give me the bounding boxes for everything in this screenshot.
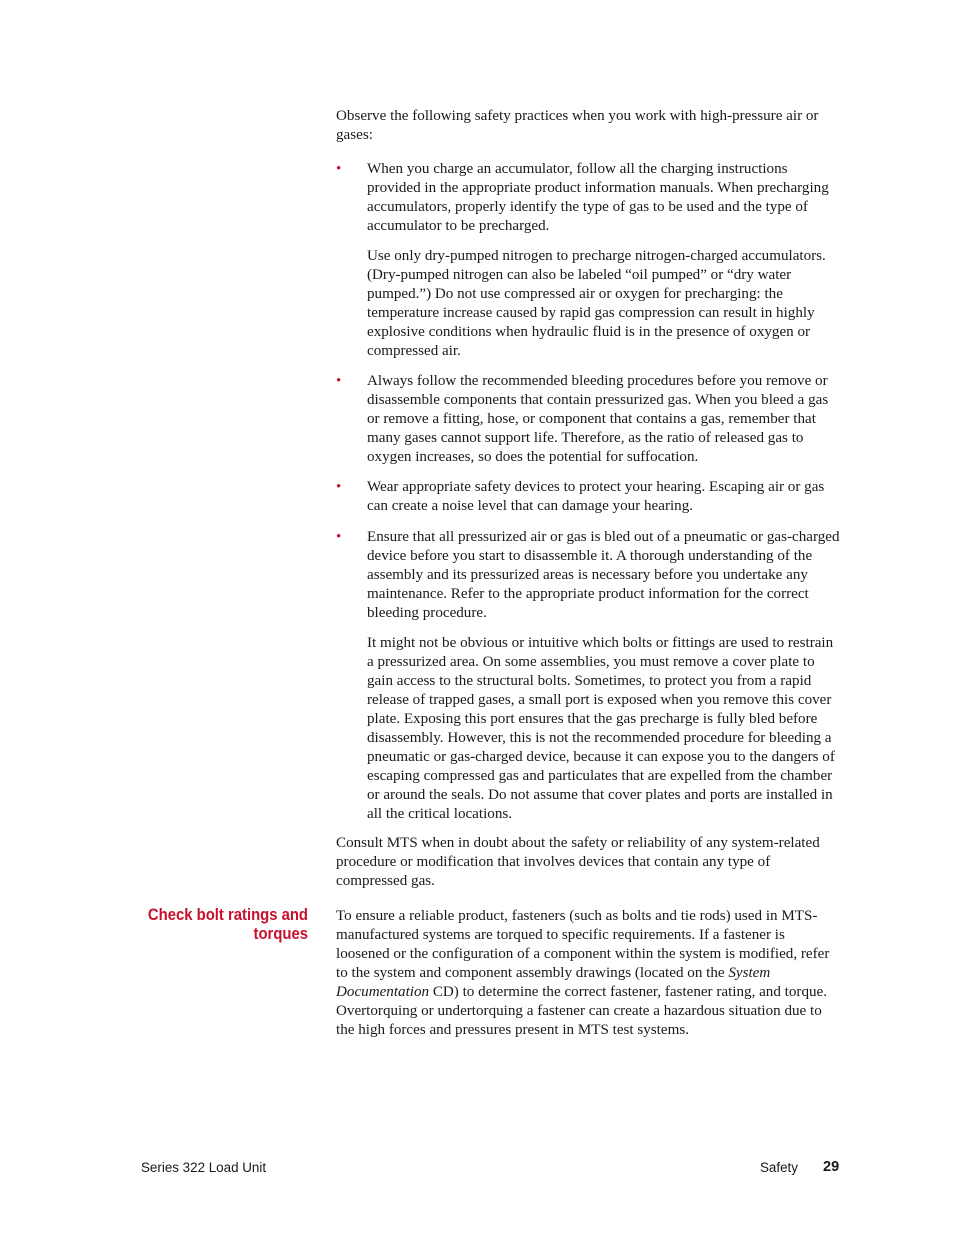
intro-paragraph: Observe the following safety practices when you work with high-pressure air or gases: [336, 108, 819, 143]
bullet-marker: • [336, 373, 342, 389]
section-text-italic: System Documentation [336, 965, 771, 1000]
bullet-bolts-note: It might not be obvious or intuitive which bolts or fittings are used to restrain a pressurized area. On some assemblies, you must remove a cover plate to gain access to the structural bolts. Sometimes, to protect you from a rapid release of trapped gases, a small port is exposed when you remove this cover plate. Exposing this port ensures that the gas precharge is fully bled before disassembly. However, this is not the recommended procedure for bleeding a pneumatic or gas-charged device, because it can expose you to the dangers of escaping compressed gas and particulates that are expelled from the chamber or around the seals. Do not assume that cover plates and ports are installed in all the critical locations. [367, 635, 835, 822]
bullet-bleeding-procedures: Always follow the recommended bleeding procedures before you remove or disassemble components that contain pressurized gas. When you bleed a gas or remove a fitting, hose, or component that contains a gas, remember that many gases cannot support life. Therefore, as the ratio of released gas to oxygen increases, so does the potential for suffocation. [367, 373, 829, 465]
section-text-before: To ensure a reliable product, fasteners (such as bolts and tie rods) used in MTS-manufactured systems are torqued to specific requirements. If a fastener is loosened or the configuration of a component within the system is modified, refer to the system and component assembly drawings (located on the [336, 908, 830, 981]
bullet-marker: • [336, 161, 342, 177]
footer-title: Series 322 Load Unit [141, 1160, 267, 1175]
section-paragraph [336, 907, 842, 1040]
section-text-after: CD) to determine the correct fastener, fastener rating, and torque. Overtorquing or undertorquing a fastener can create a hazardous situation due to the high forces and pressures present in MTS test systems. [336, 984, 828, 1038]
footer-page-number: 29 [823, 1159, 840, 1175]
section-heading: Check bolt ratings and torques [147, 906, 308, 943]
consult-paragraph: Consult MTS when in doubt about the safety or reliability of any system-related procedure or modification that involves devices that contain any type of compressed gas. [336, 835, 820, 889]
bullet-nitrogen-note: Use only dry-pumped nitrogen to precharge nitrogen-charged accumulators. (Dry-pumped nitrogen can also be labeled “oil pumped” or “dry water pumped.”) Do not use compressed air or oxygen for precharging: the temperature increase caused by rapid gas compression can result in highly explosive conditions when hydraulic fluid is in the presence of oxygen or compressed air. [367, 248, 826, 359]
footer-section: Safety [760, 1160, 798, 1175]
bullet-marker: • [336, 479, 342, 495]
bullet-bleed-before-disassembly: Ensure that all pressurized air or gas is bled out of a pneumatic or gas-charged device before you start to disassemble it. A thorough understanding of the assembly and its pressurized areas is necessary before you undertake any maintenance. Refer to the appropriate product information for the correct bleeding procedure. [367, 529, 840, 621]
bullet-hearing-protection: Wear appropriate safety devices to protect your hearing. Escaping air or gas can create a noise level that can damage your hearing. [367, 479, 825, 514]
bullet-marker: • [336, 529, 342, 545]
bullet-accumulator-charging: When you charge an accumulator, follow all the charging instructions provided in the appropriate product information manuals. When precharging accumulators, properly identify the type of gas to be used and the type of accumulator to be precharged. [367, 161, 829, 234]
